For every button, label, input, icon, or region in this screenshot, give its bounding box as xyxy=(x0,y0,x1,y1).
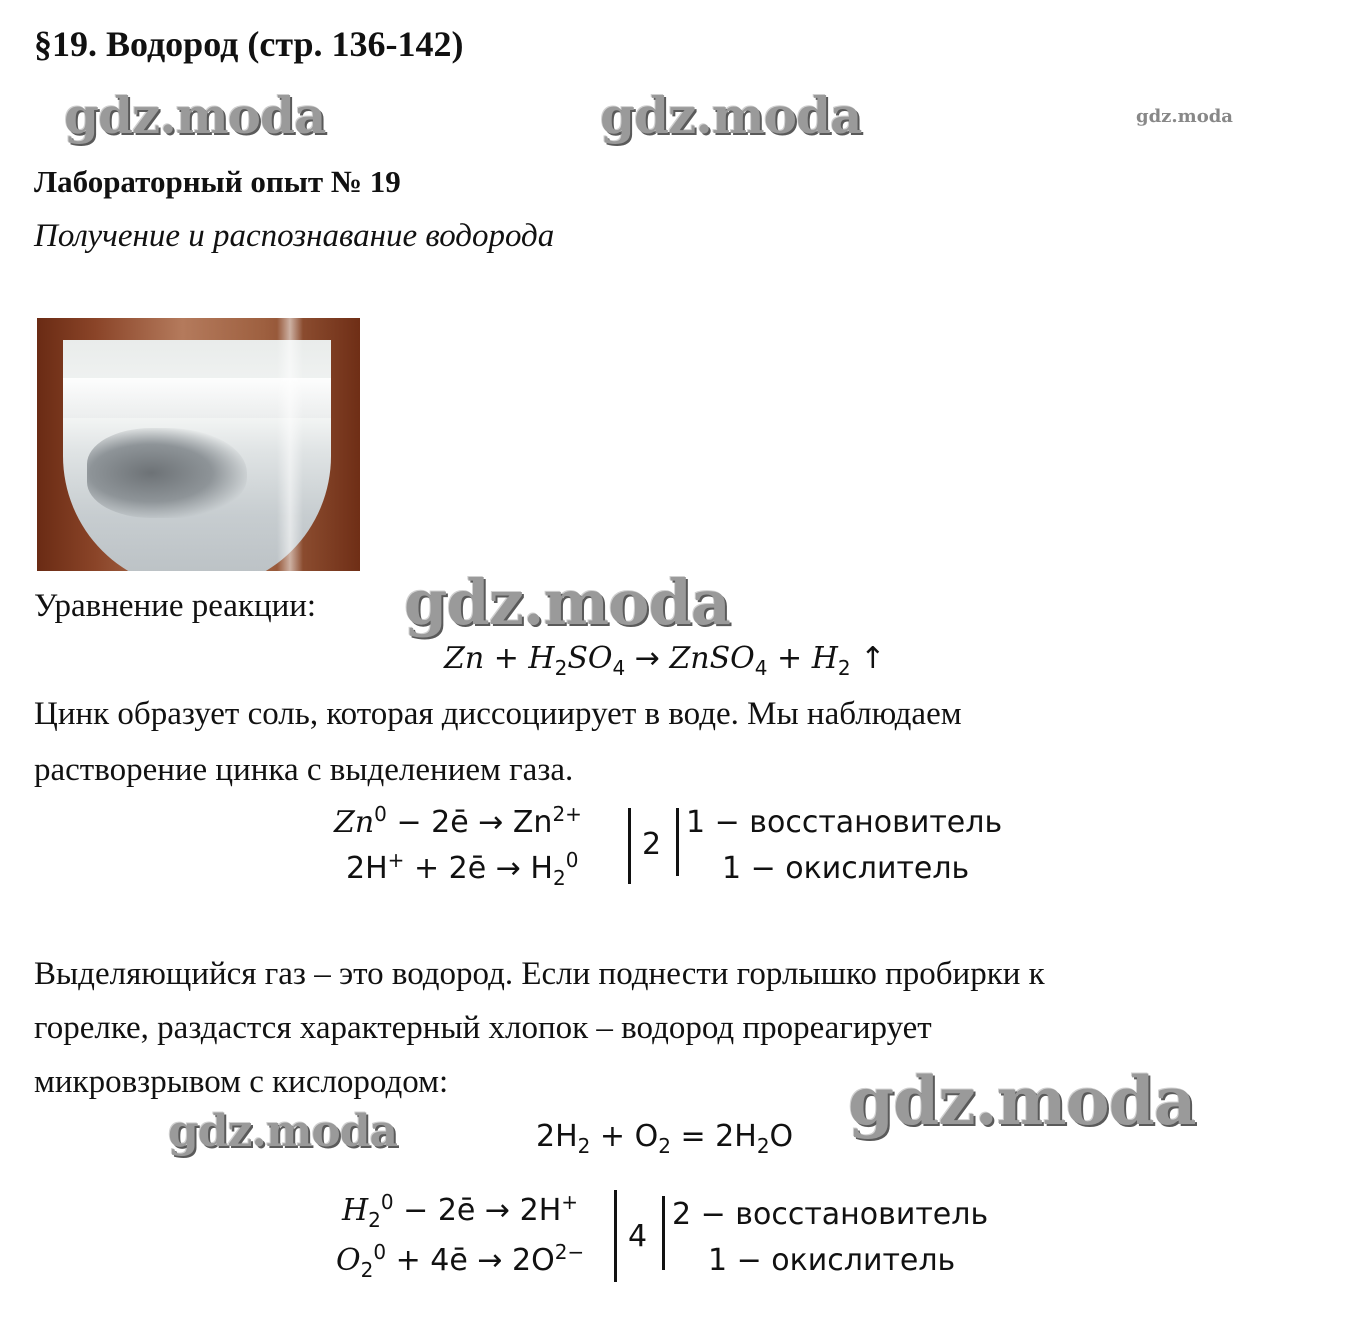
paragraph-line: микровзрывом с кислородом: xyxy=(34,1064,449,1100)
equation-label: Уравнение реакции: xyxy=(34,588,317,624)
half-reaction: $H_2^0$ − 2ē → 2H+ xyxy=(342,1190,579,1232)
watermark: gdz.moda xyxy=(168,1106,398,1157)
watermark: gdz.moda xyxy=(404,566,730,639)
balance-divider xyxy=(614,1190,617,1282)
experiment-subtitle: Получение и распознавание водорода xyxy=(34,218,555,254)
balance-divider xyxy=(662,1196,665,1270)
oxidizer-role: 1 − окислитель xyxy=(708,1243,956,1278)
balance-divider xyxy=(676,808,679,876)
balance-divider xyxy=(628,808,631,884)
oxidizer-role: 1 − окислитель xyxy=(722,851,970,886)
paragraph-line: Выделяющийся газ – это водород. Если поднести горлышко пробирки к xyxy=(34,956,1045,992)
electron-multiplier: 2 xyxy=(642,827,662,862)
reaction-h2-o2: $2H_2 + O_2 = 2H_2O$ xyxy=(536,1119,794,1158)
reducer-role: 1 − восстановитель xyxy=(686,805,1003,840)
half-reaction: 2H+ + 2ē → $H_2^0$ xyxy=(346,848,579,890)
experiment-heading: Лабораторный опыт № 19 xyxy=(34,164,401,199)
paragraph-line: горелке, раздастся характерный хлопок – водород прореагирует xyxy=(34,1010,932,1046)
page-title: §19. Водород (стр. 136-142) xyxy=(34,24,464,64)
watermark: gdz.moda xyxy=(64,86,326,145)
paragraph-line: растворение цинка с выделением газа. xyxy=(34,752,574,788)
watermark: gdz.moda xyxy=(848,1062,1196,1140)
test-tube-photo xyxy=(37,318,360,571)
paragraph-line: Цинк образует соль, которая диссоциирует в воде. Мы наблюдаем xyxy=(34,696,962,732)
half-reaction: $O_2^0$ + 4ē → $2O^{2-}$ xyxy=(336,1240,585,1282)
watermark: gdz.moda xyxy=(600,86,862,145)
electron-multiplier: 4 xyxy=(628,1219,648,1254)
reaction-zn-h2so4: $Zn + H_2SO_4$ → ZnSO$_4$ + $H_2$ ↑ xyxy=(444,641,886,680)
half-reaction: $Zn^0$ − 2ē → $Zn^{2+}$ xyxy=(334,802,582,840)
watermark: gdz.moda xyxy=(1136,106,1233,127)
reducer-role: 2 − восстановитель xyxy=(672,1197,989,1232)
